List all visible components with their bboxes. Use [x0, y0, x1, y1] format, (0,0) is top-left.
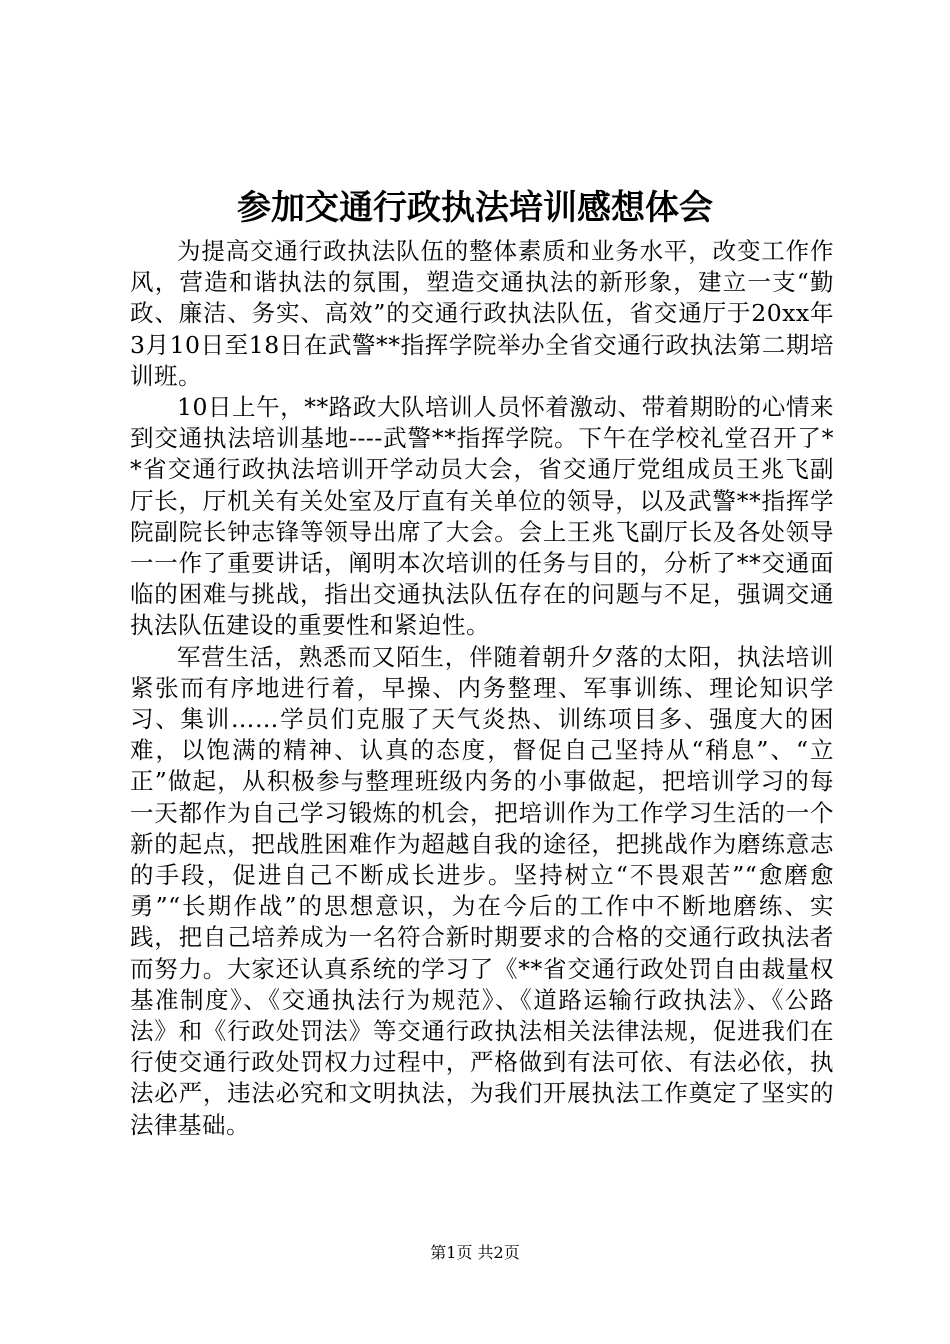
paragraph-2: 10日上午，**路政大队培训人员怀着激动、带着期盼的心情来到交通执法培训基地----武警**指挥学院。下午在学校礼堂召开了**省交通行政执法培训开学动员大会，省交通厅党组成员王兆飞副厅长，厅机关有关处室及厅直有关单位的领导，以及武警**指挥学院副院长钟志锋等领导出席了大会。会上王兆飞副厅长及各处领导一一作了重要讲话，阐明本次培训的任务与目的，分析了**交通面临的困难与挑战，指出交通执法队伍存在的问题与不足，强调交通执法队伍建设的重要性和紧迫性。	[130, 393, 834, 640]
document-body	[130, 236, 834, 1141]
page-title: 参加交通行政执法培训感想体会	[237, 188, 713, 228]
paragraph-1: 为提高交通行政执法队伍的整体素质和业务水平，改变工作作风，营造和谐执法的氛围，塑造交通执法的新形象，建立一支“勤政、廉洁、务实、高效”的交通行政执法队伍，省交通厅于20xx年3月10日至18日在武警**指挥学院举办全省交通行政执法第二期培训班。	[130, 237, 834, 390]
page-number-footer: 第1页 共2页	[430, 1243, 520, 1262]
paragraph-3: 军营生活，熟悉而又陌生，伴随着朝升夕落的太阳，执法培训紧张而有序地进行着，早操、内务整理、军事训练、理论知识学习、集训……学员们克服了天气炎热、训练项目多、强度大的困难，以饱满的精神、认真的态度，督促自己坚持从“稍息”、“立正”做起，从积极参与整理班级内务的小事做起，把培训学习的每一天都作为自己学习锻炼的机会，把培训作为工作学习生活的一个新的起点，把战胜困难作为超越自我的途径，把挑战作为磨练意志的手段，促进自己不断成长进步。坚持树立“不畏艰苦”“愈磨愈勇”“长期作战”的思想意识，为在今后的工作中不断地磨练、实践，把自己培养成为一名符合新时期要求的合格的交通行政执法者而努力。大家还认真系统的学习了《**省交通行政处罚自由裁量权基准制度》、《交通执法行为规范》、《道路运输行政执法》、《公路法》和《行政处罚法》等交通行政执法相关法律法规，促进我们在行使交通行政处罚权力过程中，严格做到有法可依、有法必依，执法必严，违法必究和文明执法，为我们开展执法工作奠定了坚实的法律基础。	[130, 642, 834, 1139]
